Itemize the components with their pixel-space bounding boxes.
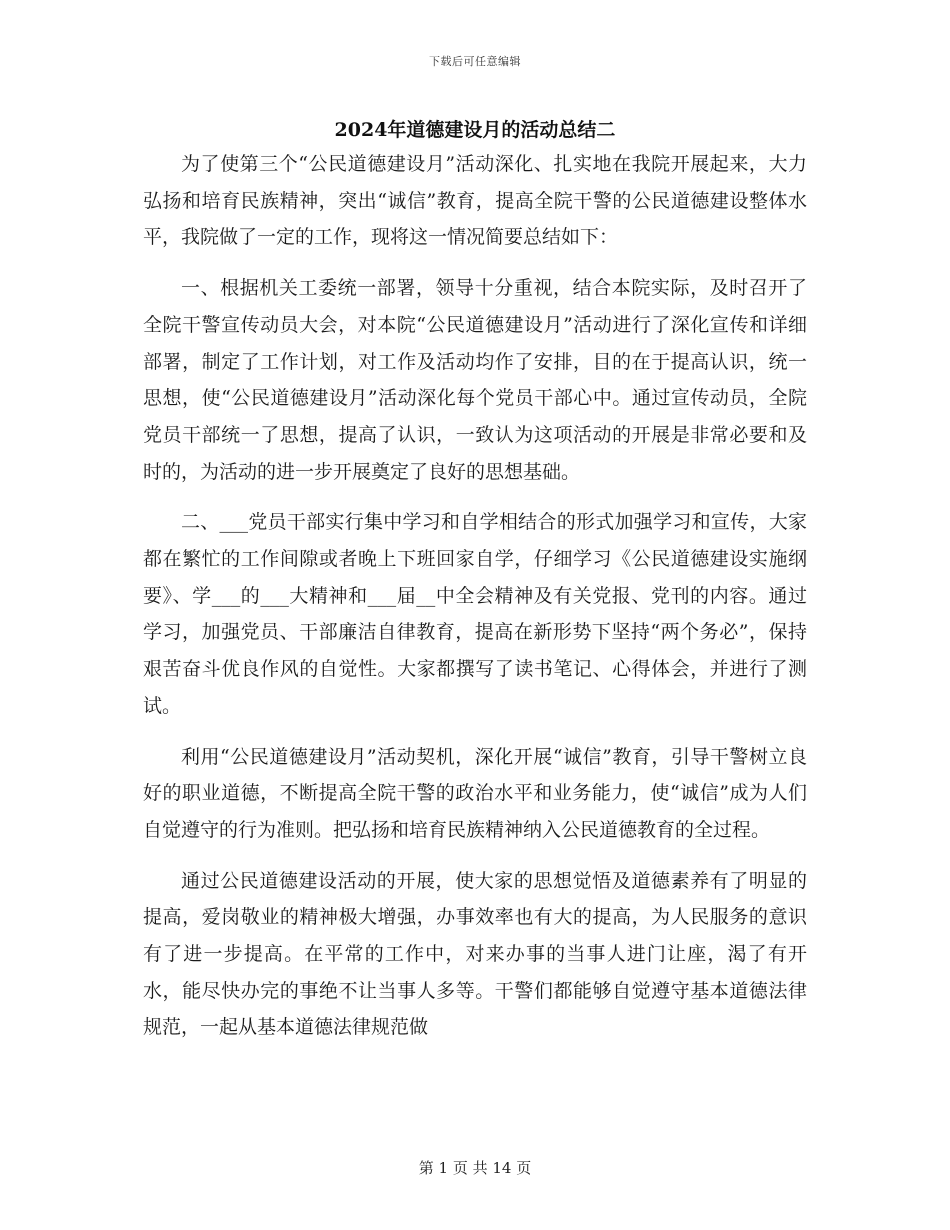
header-note: 下载后可任意编辑 [429, 55, 521, 68]
document-body [143, 146, 807, 1046]
paragraph-results: 通过公民道德建设活动的开展，使大家的思想觉悟及道德素养有了明显的提高，爱岗敬业的精神极大增强，办事效率也有大的提高，为人民服务的意识有了进一步提高。在平常的工作中，对来办事的当事人进门让座，渴了有开水，能尽快办完的事绝不让当事人多等。干警们都能够自觉遵守基本道德法律规范，一起从基本道德法律规范做 [143, 869, 807, 1039]
page-number: 第 1 页 共 14 页 [418, 1159, 532, 1177]
paragraph-section-one: 一、根据机关工委统一部署，领导十分重视，结合本院实际，及时召开了全院干警宣传动员大会，对本院“公民道德建设月”活动进行了深化宣传和详细部署，制定了工作计划，对工作及活动均作了安排，目的在于提高认识，统一思想，使“公民道德建设月”活动深化每个党员干部心中。通过宣传动员，全院党员干部统一了思想，提高了认识，一致认为这项活动的开展是非常必要和及时的，为活动的进一步开展奠定了良好的思想基础。 [143, 277, 807, 483]
paragraph-intro: 为了使第三个“公民道德建设月”活动深化、扎实地在我院开展起来，大力弘扬和培育民族精神，突出“诚信”教育，提高全院干警的公民道德建设整体水平，我院做了一定的工作，现将这一情况简要总结如下： [143, 153, 807, 249]
paragraph-integrity: 利用“公民道德建设月”活动契机，深化开展“诚信”教育，引导干警树立良好的职业道德，不断提高全院干警的政治水平和业务能力，使“诚信”成为人们自觉遵守的行为准则。把弘扬和培育民族精神纳入公民道德教育的全过程。 [143, 745, 807, 841]
paragraph-section-two: 二、___党员干部实行集中学习和自学相结合的形式加强学习和宣传，大家都在繁忙的工作间隙或者晚上下班回家自学，仔细学习《公民道德建设实施纲要》、学___的___大精神和___届__中全会精神及有关党报、党刊的内容。通过学习，加强党员、干部廉洁自律教育，提高在新形势下坚持“两个务必”，保持艰苦奋斗优良作风的自觉性。大家都撰写了读书笔记、心得体会，并进行了测试。 [143, 511, 807, 717]
document-title: 2024年道德建设月的活动总结二 [334, 119, 616, 141]
